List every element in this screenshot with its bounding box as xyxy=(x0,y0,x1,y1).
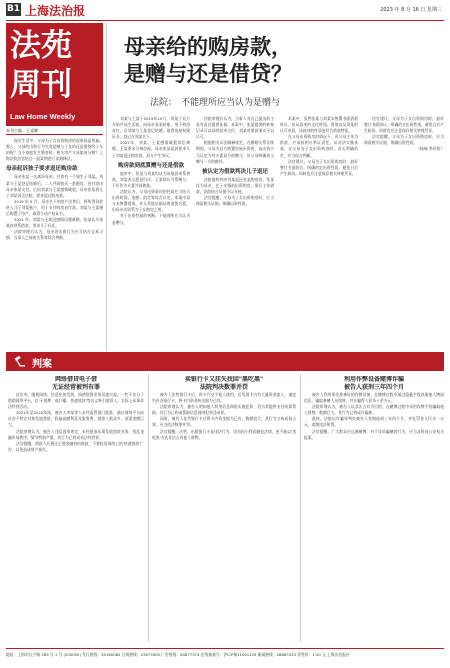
masthead-title: 法苑 周刊 xyxy=(10,28,72,103)
bottom-paragraph: 法官提醒，出售、出租银行卡是违法行为，切勿因小利而触犯法律，更不能以'黑吃黑'方式非法占有他人财物。 xyxy=(152,428,296,440)
article-paragraph: 庭审中，张某与刘某均认为该笔款项系借款，刘某表示愿意归还；王某则认为系赠与，不应作为夫妻共同债务。 xyxy=(112,170,190,188)
section-heading: 被认定为借款判决儿子返还 xyxy=(201,168,268,175)
article-paragraph: 法官提醒，父母为子女出资购房时，应当保留相关证据，明确出资性质。 xyxy=(364,134,444,146)
article-paragraph: 法院认为，父母出资款项的性质应当结合出资时间、金额、约定等综合认定。本案中双方未签署借条，亦无其他证据证明借贷合意，但母亲出资系为子女购房之用。 xyxy=(112,189,190,213)
article-paragraph: 刘某与王某于2019年10月，刘某于双方开始共同生活前，向母亲张某转账，用于购房首付。后刘某与王某登记结婚，取得房屋权属证书，登记在刘某名下。 xyxy=(112,116,190,140)
left-column xyxy=(6,138,103,352)
bottom-article-title: 卖银行卡又挂失找回"黑吃黑" 法院判决数罪并罚 xyxy=(184,376,264,391)
article-paragraph: 法院审理后认为，当事人对自己提出的主张有责任提供证据。本案中，张某提供的转账记录可以证明款项交付，刘某对借款事实予以认可。 xyxy=(196,116,274,140)
article-paragraph: 在父母出资购房的情况下，若父母主张为借款，应承担相应举证责任。从司法实践来看，在父母为子女出资购房时，若无明确约定，应当综合判断。 xyxy=(280,134,358,158)
bottom-paragraph: 法院审理认为，被告人明知他人利用信息网络实施犯罪，仍为其提供支付结算帮助，其行为已构成帮助信息网络犯罪活动罪。 xyxy=(152,404,296,416)
article-paragraph: 本案中，虽然张某与刘某未签署书面借款协议，但从款项的交付时间、用途以及刘某的认可来看，该款项的性质更符合借款特征。 xyxy=(280,116,358,134)
subheadline: 法院： 不能理所应当认为是赠与 xyxy=(150,98,281,108)
bottom-paragraph: 同时，被告人挂失银行卡后将卡内资金据为己有，数额较大，其行为又构成侵占罪，应当依法数罪并罚。 xyxy=(152,416,296,428)
left-article-heading: 母亲起诉独子要求返还购房款 xyxy=(6,166,78,173)
newspaper-logo: 上海法治报 xyxy=(25,4,86,18)
bottom-article-2 xyxy=(152,376,296,644)
bottom-article-title: 网络借贷电子借 无证经营被判有罪 xyxy=(51,376,100,391)
author-signature: （杨瑞 李若怡） xyxy=(416,146,444,152)
page-header xyxy=(0,0,450,20)
masthead-panel xyxy=(6,23,103,126)
column-divider xyxy=(148,374,149,642)
article-paragraph: 法官提醒，父母为子女出资购房时，应当保留相关证据，明确出资性质。 xyxy=(196,195,274,207)
bottom-paragraph: 2021年至2022年间，被告人李某等人未经监管部门批准，通过网络平台向社会不特定对象发放贷款，收取高额利息及服务费，借款人数众多，涉案金额巨大。 xyxy=(8,410,144,428)
article-column-2 xyxy=(112,116,190,350)
bottom-paragraph: 法院审理认为，被告人以非法占有为目的，在赌博过程中采用作弊手段骗取他人财物，数额巨大，其行为已构成诈骗罪。 xyxy=(304,404,444,416)
intro-text: 现实生活中，父母为子女出资购房的现象很是普遍。那么，父母的出资行为究竟是赠与子女的还是借贷给子女的呢？当小家庭发生婚变时，相关房产又该如何分割？上海法院法官结合一起案例进行详细释法。 xyxy=(6,138,103,162)
gavel-icon xyxy=(14,356,25,367)
section-heading: 购房款到底算赠与还是借款 xyxy=(117,162,184,169)
article-paragraph: 法官建议，父母为子女出资购房时，最好签订书面协议，明确约定出资性质，避免日后产生纠纷。同时也应注意保存相关转账凭证。 xyxy=(364,116,444,134)
bottom-article-3 xyxy=(304,376,444,644)
left-paragraph: 母亲张某一名离异母亲，共育有一个独生子刘某。刘某与王某登记结婚后，二人共同购买一套婚房，首付款由母亲张某支付。后因刘某与王某感情破裂，母亲张某将儿子刘某诉至法院，要求返还购房款。 xyxy=(6,174,103,198)
left-paragraph: 2022 年，刘某与王某因感情问题离婚。张某认为该笔款项系借款，要求儿子归还。 xyxy=(6,217,103,229)
page-number: B1 xyxy=(6,4,21,14)
column-divider xyxy=(300,374,301,642)
article-paragraph: 2022年，刘某、王某感情破裂诉讼离婚，王某要求分割房屋。母亲张某起诉要求儿子刘某返还购房款，双方产生争议。 xyxy=(112,140,190,158)
left-paragraph: 2019 年 5 月，母亲名下的房产出售后，将所得价款转入儿子刘某账户，用于支付购房首付款。刘某与王某婚后购置了房产，取得不动产权证书。 xyxy=(6,198,103,217)
section-banner xyxy=(6,352,444,371)
article-paragraph: 法官建议，父母为子女出资购房时，最好签订书面协议，明确约定出资性质，避免日后产生纠纷。同时也应注意保存相关转账凭证。 xyxy=(280,158,358,176)
bottom-paragraph: 法官提醒，借款人应通过正规金融机构借款，不要轻信网络上的'快速放款'广告，以免造成财产损失。 xyxy=(8,440,144,452)
bottom-article-title: 利用作弊设备赌博诈骗 被告人获刑三年四个月 xyxy=(343,376,404,391)
left-paragraph: 法院审理后认为，母亲的出资行为应当结合交易习惯、当事人之间的关系等综合判断。 xyxy=(6,229,103,241)
bottom-paragraph: 法院审理认为，被告人违反国家规定，未经批准从事发放贷款业务，扰乱金融市场秩序，情节特别严重，其行为已构成非法经营罪。 xyxy=(8,428,144,440)
masthead-english: Law Home Weekly xyxy=(10,112,76,121)
bottom-paragraph: 被告人利用事先准备好的作弊设备，在赌博过程中通过隐蔽手段获取他人牌面信息，骗取参赌人员钱财，共计骗得人民币十余万元。 xyxy=(304,392,444,404)
page-footer: 地址：上海市长宁路 269 号 1 号 (200050) 发行热线：34160082 订阅热线：23673000 广告热线：64877374 在线备查号：沪ICP备11001225 新闻热线：28863333 零售价：1.50 元 上海法治报社 xyxy=(6,648,444,662)
bottom-paragraph: 近年来，随着网络、信息化的发展，网络借贷业务迅速兴起。一些不法分子借助网络平台，以'无抵押、低门槛、快速放款'等名义吸引借款人，实际上从事非法经营活动。 xyxy=(8,392,144,410)
article-paragraph: 根据相关司法解释规定，在婚姻关系存续期间，父母为双方购置房屋出资的，该出资应当认定为对夫妻双方的赠与，但父母明确表示赠与一方的除外。 xyxy=(196,140,274,164)
bottom-paragraph: 最终，法院以诈骗罪判处被告人有期徒刑三年四个月，并处罚金人民币一万元，追缴违法所得。 xyxy=(304,416,444,428)
section-label: 判案 xyxy=(32,359,52,370)
bottom-paragraph: 法官提醒，广大群众应远离赌博，对于设局骗赌的行为，应当及时向公安机关报案。 xyxy=(304,428,444,440)
bottom-article-1 xyxy=(8,376,144,644)
article-column-5 xyxy=(364,116,444,350)
article-paragraph: 对于出资性质的判断，不能理所应当认为是赠与。 xyxy=(112,213,190,225)
article-paragraph: 法院最终判决刘某返还张某购房款。张某作为母亲，在子女婚前出资购房，事后主张借款，法院结合证据予以支持。 xyxy=(196,176,274,195)
column-divider xyxy=(106,23,107,351)
header-rule xyxy=(6,20,444,21)
issue-date: 2023 年 8 月 16 日 星期三 xyxy=(380,7,442,13)
editor-line: 本刊主编：王睿卿 xyxy=(6,126,103,135)
bottom-paragraph: 被告人出售银行卡后，将卡片交予他人使用，后发现卡内有大量资金流入，遂挂失补办银行卡，将卡内资金转出据为己有。 xyxy=(152,392,296,404)
article-column-3 xyxy=(196,116,274,350)
headline: 母亲给的购房款， 是赠与还是借贷？ xyxy=(124,35,292,86)
article-column-4 xyxy=(280,116,358,350)
